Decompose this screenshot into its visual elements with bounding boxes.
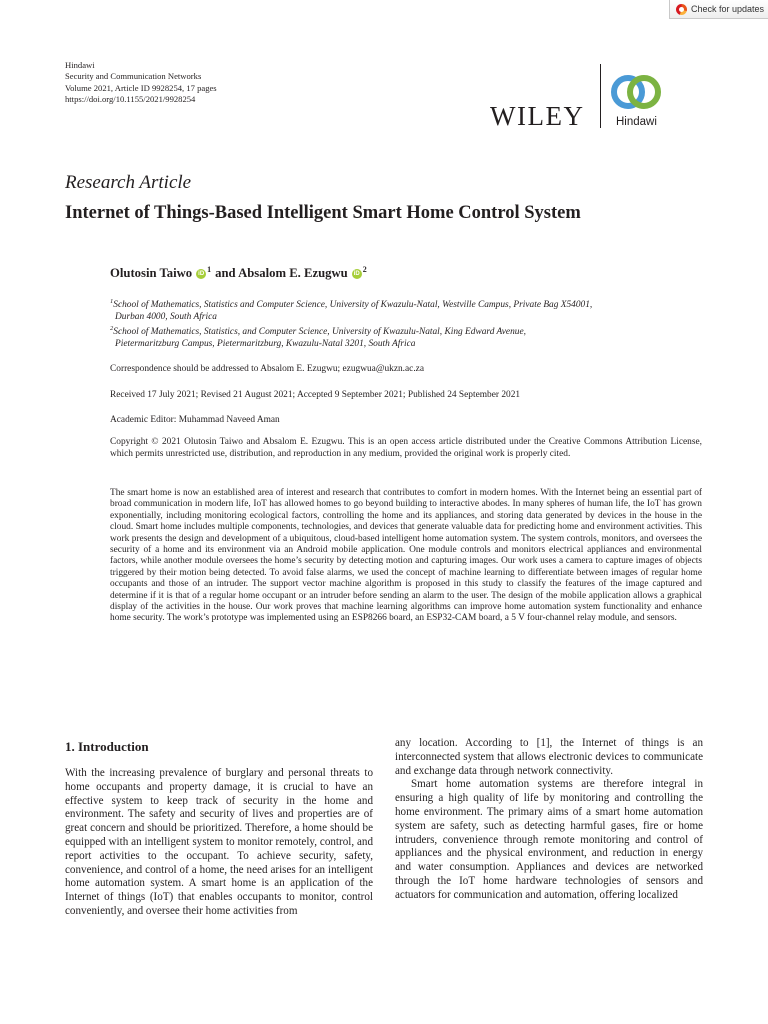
hindawi-wordmark: Hindawi: [616, 116, 657, 128]
affiliation-sup: 1: [110, 298, 114, 305]
check-for-updates-button[interactable]: [669, 0, 768, 19]
article-title: Internet of Things-Based Intelligent Smart Home Control System: [65, 203, 581, 223]
copyright-notice: Copyright © 2021 Olutosin Taiwo and Absalom E. Ezugwu. This is an open access article distributed under the Creative Commons Attribution License, which permits unrestricted use, distribution, and reproduction in any medium, provided the original work is properly cited.: [110, 437, 702, 459]
check-updates-label: Check for updates: [691, 4, 765, 14]
author-affiliation-sup: 2: [362, 265, 367, 274]
publisher-name: Hindawi: [65, 60, 95, 70]
hindawi-logo: [609, 68, 663, 128]
body-column-left: [65, 767, 373, 919]
article-type: Research Article: [65, 172, 192, 193]
affiliation-line: Durban 4000, South Africa: [115, 312, 217, 323]
paragraph: Smart home automation systems are therefore integral in ensuring a high quality of life by monitoring and controlling the home environment. The primary aims of a smart home automation system are safety, such as detecting harmful gases, fire or home intruders, convenience through remote monitoring and control of appliances and the physical environment, and reduction in energy and water consumption. Appliances and devices are networked through the IoT home hardware technologies of sensors and actuators for communication and automation, offering localized: [395, 778, 703, 901]
section-heading: 1. Introduction: [65, 739, 149, 754]
wiley-logo: WILEY: [490, 100, 585, 131]
doi-link[interactable]: https://doi.org/10.1155/2021/9928254: [65, 93, 196, 104]
volume-line: Volume 2021, Article ID 9928254, 17 pages: [65, 82, 217, 93]
crossmark-icon: [676, 4, 687, 15]
author-name: Olutosin Taiwo: [110, 266, 193, 280]
affiliation-line: School of Mathematics, Statistics and Computer Science, University of Kwazulu-Natal, Westville Campus, Private Bag X54001,: [113, 300, 593, 311]
author-list: [110, 266, 371, 281]
affiliation: [110, 323, 710, 350]
body-column-right: [395, 737, 703, 903]
affiliation-sup: 2: [110, 325, 114, 332]
affiliation: [110, 296, 710, 323]
orcid-icon[interactable]: iD: [198, 270, 205, 277]
affiliation-line: School of Mathematics, Statistics, and Computer Science, University of Kwazulu-Natal, King Edward Avenue,: [113, 327, 526, 338]
journal-meta: [65, 60, 217, 105]
author-name: and Absalom E. Ezugwu: [215, 266, 348, 280]
paragraph: With the increasing prevalence of burglary and personal threats to home occupants and property damage, it is crucial to have an effective system to keep track of security in the home and environment. The safety and security of lives and properties are of great concern and should be prioritized. Therefore, a home should be equipped with an intelligent system to monitor remotely, control, and report activities to the occupant. To achieve security, safety, convenience, and control of a home, the need arises for an intelligent home automation system. A smart home is an application of the Internet of things (IoT) that enables occupants to monitor, control conveniently, and oversee their home activities from: [65, 767, 373, 917]
abstract: The smart home is now an established area of interest and research that contributes to comfort in modern homes. With the Internet being an essential part of broad communication in modern life, IoT has allowed homes to go beyond building to interactive abodes. In many spheres of human life, the IoT has grown exponentially, including monitoring ecological factors, controlling the home and its appliances, and storing data generated by devices in the house in the cloud. Smart home includes multiple components, technologies, and devices that generate valuable data for predicting home and environment activities. This work presents the design and development of a ubiquitous, cloud-based intelligent home automation system. The system controls, monitors, and oversees the security of a home and its environment via an Android mobile application. One module controls and monitors electrical appliances and environmental factors, while another module oversees the home’s security by detecting motion and capturing images. Our work uses a camera to capture images of objects triggered by their motion being detected. To avoid false alarms, we used the concept of machine learning to differentiate between images of regular home occupants and those of an intruder. The support vector machine algorithm is proposed in this study to classify the features of the image captured and determine if it is that of a regular home occupant or an intruder before sending an alarm to the user. The design of the mobile application allows a graphical display of the activities in the house. Our work proves that machine learning algorithms can improve home automation system functionality and enhance home security. The work’s prototype was implemented using an ESP8266 board, an ESP32-CAM board, a 5 V four-channel relay module, and sensors.: [110, 488, 702, 624]
journal-name: Security and Communication Networks: [65, 71, 202, 82]
affiliation-line: Pietermaritzburg Campus, Pietermaritzburg, Kwazulu-Natal 3201, South Africa: [115, 339, 416, 350]
orcid-icon[interactable]: iD: [353, 270, 360, 277]
academic-editor: Academic Editor: Muhammad Naveed Aman: [110, 415, 280, 425]
publisher-logos: [490, 62, 663, 130]
correspondence: Correspondence should be addressed to Absalom E. Ezugwu; ezugwua@ukzn.ac.za: [110, 364, 425, 374]
logo-divider: [600, 64, 601, 128]
author-affiliation-sup: 1: [207, 265, 212, 274]
hindawi-rings-icon: [609, 68, 663, 114]
article-dates: Received 17 July 2021; Revised 21 August 2021; Accepted 9 September 2021; Published 24 September 2021: [110, 390, 521, 400]
paragraph: any location. According to [1], the Internet of things is an interconnected system that allows electronic devices to communicate and exchange data through network connectivity.: [395, 737, 703, 777]
